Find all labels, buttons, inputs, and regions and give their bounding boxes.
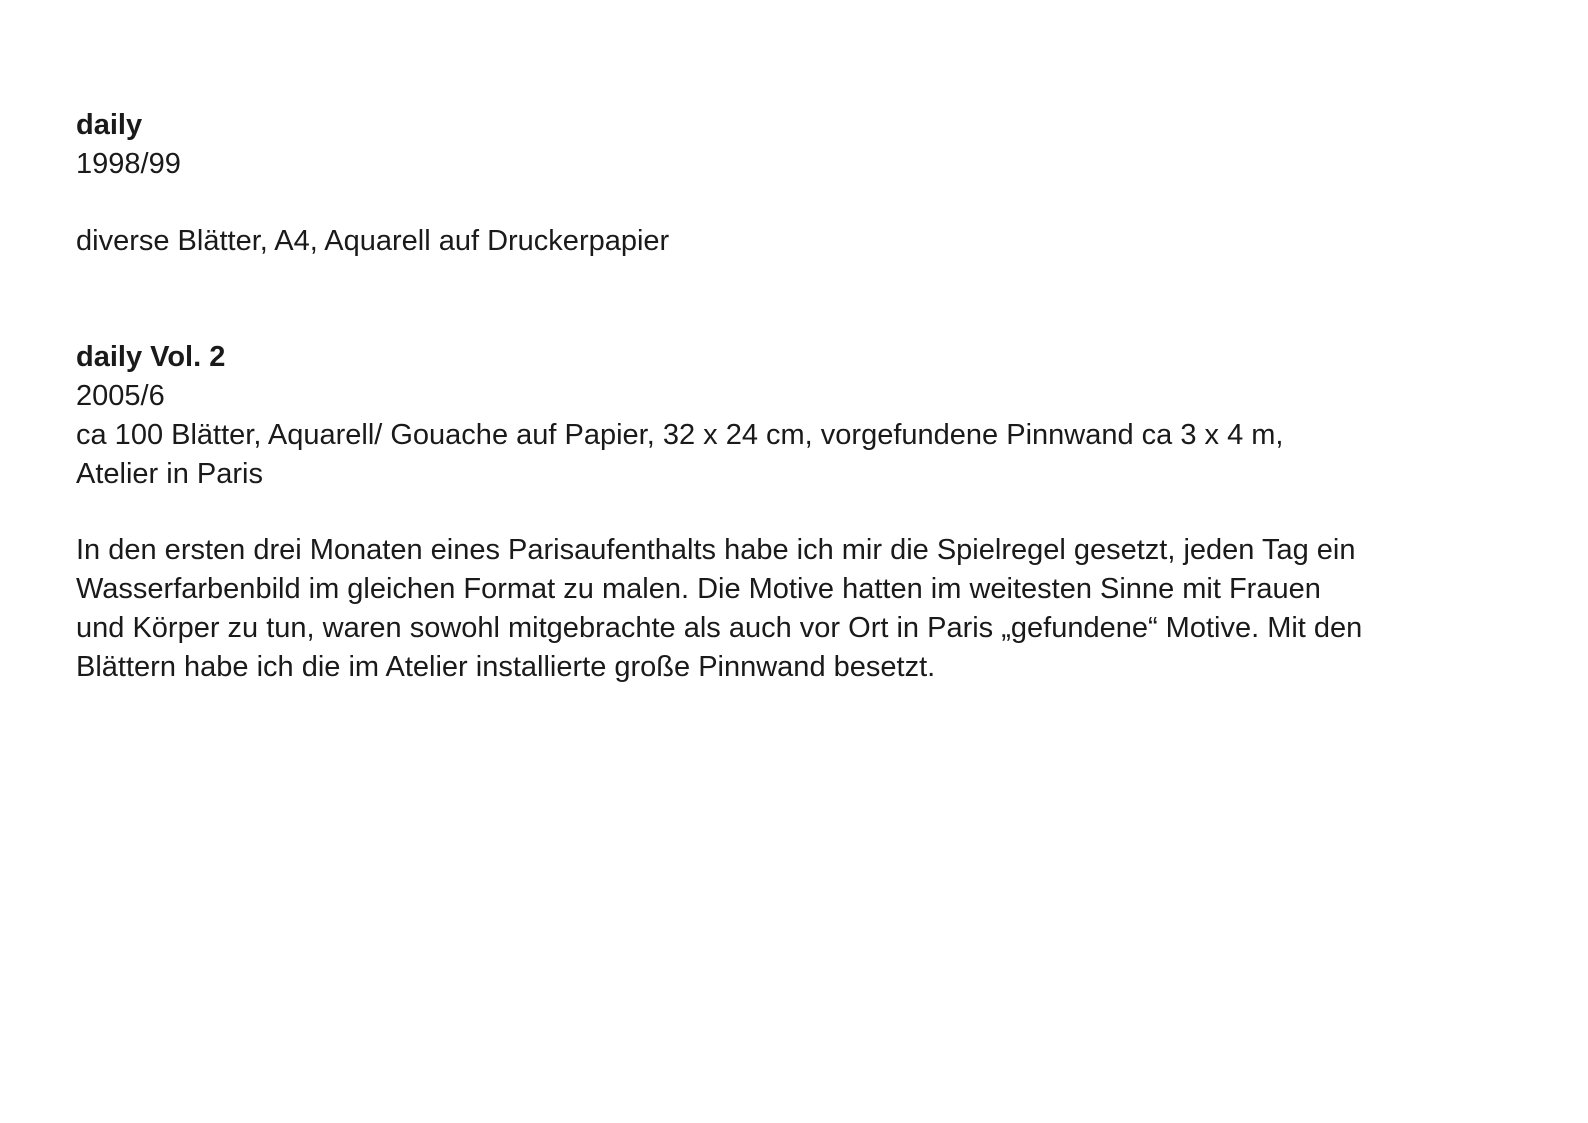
- work-entry-daily-vol-2: [76, 338, 1516, 687]
- work-entry-daily: [76, 106, 1516, 261]
- work-title: daily: [76, 109, 143, 141]
- description-line: und Körper zu tun, waren sowohl mitgebrachte als auch vor Ort in Paris „gefundene“ Motive. Mit den: [76, 612, 1363, 644]
- work-description: [76, 531, 1516, 687]
- work-title: daily Vol. 2: [76, 341, 226, 373]
- work-materials: ca 100 Blätter, Aquarell/ Gouache auf Papier, 32 x 24 cm, vorgefundene Pinnwand ca 3 x 4 m,: [76, 419, 1284, 451]
- work-location: Atelier in Paris: [76, 458, 263, 490]
- work-materials: diverse Blätter, A4, Aquarell auf Druckerpapier: [76, 225, 670, 257]
- description-line: Wasserfarbenbild im gleichen Format zu malen. Die Motive hatten im weitesten Sinne mit Frauen: [76, 573, 1321, 605]
- description-line: Blättern habe ich die im Atelier installierte große Pinnwand besetzt.: [76, 651, 936, 683]
- description-line: In den ersten drei Monaten eines Parisaufenthalts habe ich mir die Spielregel gesetzt, jeden Tag ein: [76, 534, 1356, 566]
- spacer: [76, 494, 1516, 531]
- spacer: [76, 261, 1516, 338]
- spacer: [76, 184, 1516, 222]
- work-year: 1998/99: [76, 148, 181, 180]
- work-year: 2005/6: [76, 380, 165, 412]
- document-page: [76, 106, 1516, 687]
